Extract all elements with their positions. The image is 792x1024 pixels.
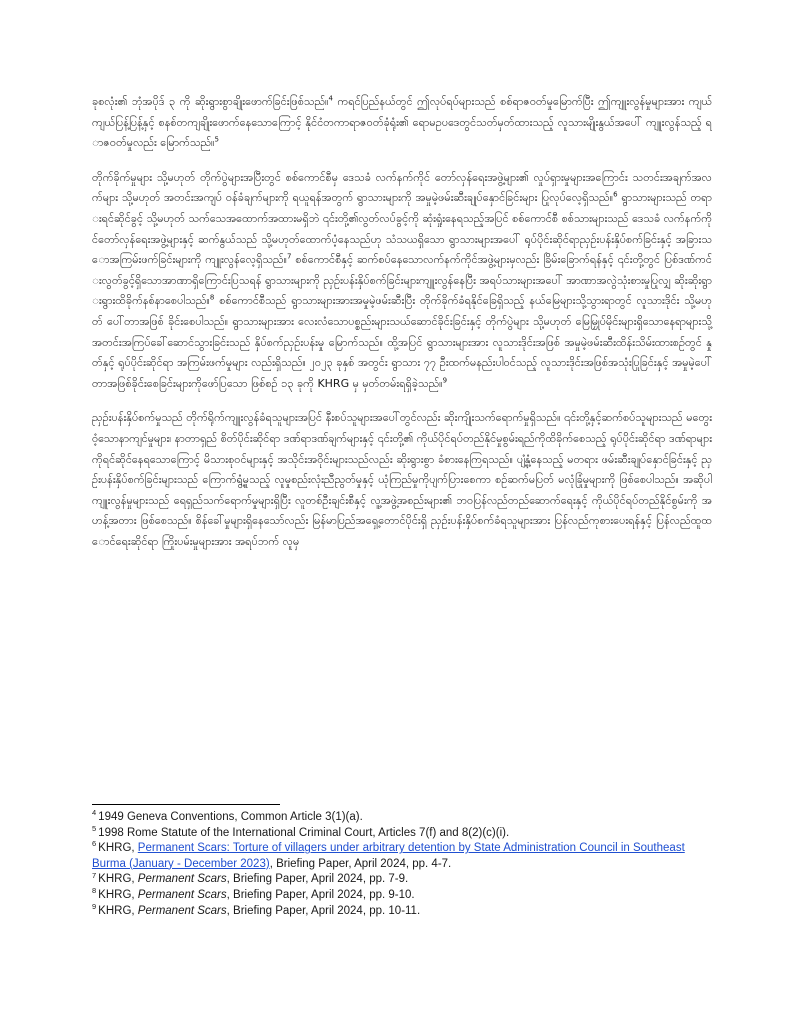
body-paragraph	[92, 168, 712, 395]
body-paragraph	[92, 92, 712, 154]
footnote-text: KHRG,	[98, 888, 138, 901]
footnote-reference[interactable]: 6	[613, 190, 618, 199]
footnote-reference[interactable]: 5	[214, 135, 219, 144]
paragraph-text: တိုက်ခိုက်မှုများ သို့မဟုတ် တိုက်ပွဲများအပြီးတွင် စစ်ကောင်စီမှ ဒေသခံ လက်နက်ကိုင် တော်လှန်ရေးအဖွဲ့များ၏ လှုပ်ရှားမှုများအကြောင်း သတင်းအချက်အလက်များ သို့မဟုတ် အတင်းအကျပ် ဝန်ခံချက်များကို ရယူရန်အတွက် ရွာသားများကို အမှုမဲ့ဖမ်းဆီးချုပ်နှောင်ခြင်းများ ပြုလုပ်လေ့ရှိသည်။	[92, 170, 712, 205]
report-title: Permanent Scars	[137, 873, 227, 886]
footnote-reference[interactable]: 9	[442, 376, 448, 385]
footnote-text: 1949 Geneva Conventions, Common Article 3(1)(a).	[98, 811, 363, 823]
footnote	[92, 823, 712, 842]
footnote-text: , Briefing Paper, April 2024, pp. 4-7.	[269, 857, 452, 870]
footnote-text: KHRG,	[98, 873, 138, 886]
footnote-number: 5	[92, 823, 97, 833]
report-link[interactable]: Permanent Scars: Torture of villagers under arbitrary detention by State Administration Council in Southeast Burma (January - December 2023)	[92, 842, 685, 870]
footnote-reference[interactable]: 8	[209, 293, 215, 302]
footnote-text: 1998 Rome Statute of the International Criminal Court, Articles 7(f) and 8(2)(c)(i).	[98, 826, 510, 839]
footnote-reference[interactable]: 7	[287, 252, 292, 261]
paragraph-text: စစ်ကောင်စီသည် ရွာသားများအားအမှုမဲ့ဖမ်းဆီးပြီး တိုက်ခိုက်ခံရနိုင်ခြေရှိသည့် နယ်မြေများသို့သွားရာတွင် လူသားဒိုင်း သို့မဟုတ် ပေါ်တာအဖြစ် ခိုင်းစေပါသည်။ ရွာသားများအား လေးလံသောပစ္စည်းများသယ်ဆောင်ခိုင်းခြင်းနှင့် တိုက်ပွဲများ သို့မဟုတ် မြေမြှုပ်မိုင်းများရှိသောနေရာများသို့ အတင်းအကြပ်ခေါ်ဆောင်သွားခြင်းသည် နှိပ်စက်ညှဉ်းပန်းမှု မြောက်သည်။ ထို့အပြင် ရွာသားများအား လူသားဒိုင်းအဖြစ် အမှုမဲ့ဖမ်းဆီးထိန်းသိမ်းထားစဉ်တွင် နှုတ်နှင့် ရုပ်ပိုင်းဆိုင်ရာ အကြမ်းဖက်မှုများ လည်းရှိသည်။ ၂၀၂၃ ခုနှစ် အတွင်း ရွာသား ၇၇ ဦးထက်မနည်းပါဝင်သည့် လူသားဒိုင်းအဖြစ်အသုံးပြုခြင်းနှင့် အမှုမဲ့ပေါ်တာအဖြစ်ခိုင်းစေခြင်းများကိုဖော်ပြသော ဖြစ်စဉ် ၁၃ ခုကို KHRG မှ မှတ်တမ်းရရှိခဲ့သည်။	[92, 294, 712, 390]
paragraph-text: ရွာသားများသည် တရားရင်ဆိုင်ခွင့် သို့မဟုတ် သက်သေအထောက်အထားမရှိဘဲ ၎င်းတို့၏လွတ်လပ်ခွင့်ကို ဆုံးရှုံးနေရသည့်အပြင် စစ်ကောင်စီ စစ်သားများသည် ဒေသခံ လက်နက်ကိုင်တော်လှန်ရေးအဖွဲ့များနှင့် ဆက်နွယ်သည် သို့မဟုတ်ထောက်ပံ့နေသည်ဟု သံသယရှိသော ရွာသားများအပေါ် ရုပ်ပိုင်းဆိုင်ရာညှဉ်းပန်းနှိပ်စက်ခြင်းနှင့် အခြားသောအကြမ်းဖက်ခြင်းများကို ကျူးလွန်လေ့ရှိသည်။	[92, 191, 712, 267]
paragraph-text: ညှဉ်းပန်းနှိပ်စက်မှုသည် တိုက်ရိုက်ကျူးလွန်ခံရသူများအပြင် နီးစပ်သူများအပေါ်တွင်လည်း ဆိုးကျိုးသက်ရောက်မှုရှိသည်။ ၎င်းတို့နှင့်ဆက်စပ်သူများသည် မတွေးဝံ့သောနာကျင်မှုများ၊ နာတာရှည် စိတ်ပိုင်းဆိုင်ရာ ဒဏ်ရာဒဏ်ချက်များနှင့် ၎င်းတို့၏ ကိုယ်ပိုင်ရပ်တည်နိုင်မှုစွမ်းရည်ကိုထိခိုက်စေသည့် ရုပ်ပိုင်းဆိုင်ရာ ဒဏ်ရာများကိုရင်ဆိုင်နေရသောကြောင့် မိသားစုဝင်များနှင့် အသိုင်းအဝိုင်းများသည်လည်း ဆိုးရွားစွာ ခံစားနေကြရသည်။ ပျံ့နှံ့နေသည့် မတရား ဖမ်းဆီးချုပ်နှောင်ခြင်းနှင့် ညှဉ်းပန်းနှိပ်စက်ခြင်းများသည် ကြောက်ရွံ့မှုသည့် လူမှုစည်းလုံးညီညွတ်မှုနှင့် ယုံကြည်မှုကိုပျက်ပြားစေကာ စဉ်ဆက်မပြတ် မလုံခြုံမှုများကို ဖြစ်စေပါသည်။ အဆိုပါ ကျူးလွန်မှုများသည် ရေရှည်သက်ရောက်မှုများရှိပြီး လူတစ်ဦးချင်းစီနှင့် လူ့အဖွဲ့အစည်းများ၏ ဘဝပြန်လည်တည်ဆောက်ရေးနှင့် ကိုယ်ပိုင်ရပ်တည်နိုင်စွမ်းကို အဟန့်အတား ဖြစ်စေသည်။ စိန်ခေါ်မှုများရှိနေသော်လည်း မြန်မာပြည်အရှေ့တောင်ပိုင်းရှိ ညှဉ်းပန်းနှိပ်စက်ခံရသူများအား ပြန်လည်ကုစားပေးရန်နှင့် ပြန်လည်ထူထောင်ရေးဆိုင်ရာ ကြိုးပမ်းမှုများအား အရပ်ဘက် လူမှ	[92, 411, 712, 548]
footnote-text: , Briefing Paper, April 2024, pp. 9-10.	[226, 888, 415, 901]
report-title: Permanent Scars	[137, 904, 227, 917]
footnote-text: KHRG,	[98, 904, 138, 917]
report-title: Permanent Scars	[137, 888, 227, 901]
footnote-number: 9	[92, 901, 97, 911]
footnote-text: , Briefing Paper, April 2024, pp. 10-11.	[226, 904, 421, 917]
footnote-text: , Briefing Paper, April 2024, pp. 7-9.	[226, 873, 409, 886]
footnote-number: 6	[92, 839, 97, 849]
footnote-separator	[92, 804, 280, 805]
body-paragraph	[92, 408, 712, 552]
paragraph-text: စစ်ကောင်စီနှင့် ဆက်စပ်နေသောလက်နက်ကိုင်အဖွဲ့များမှလည်း ခြိမ်းခြောက်ရန်နှင့် ၎င်းတို့တွင် ပြစ်ဒဏ်ကင်းလွတ်ခွင့်ရှိသောအာဏာရှိကြောင်းပြသရန် ရွာသားများကို ညှဉ်းပန်းနှိပ်စက်ခြင်းများကျူးလွန်နေပြီး အရပ်သားများအပေါ် အာဏာအလွဲသုံးစားမှုပြုလျှ ဆိုးဆိုးရွားရွားထိခိုက်နစ်နာစေပါသည်။	[92, 253, 712, 308]
footnote	[92, 901, 712, 920]
footnote-reference[interactable]: 4	[328, 94, 333, 103]
footnote-number: 4	[92, 808, 97, 818]
footnote-number: 7	[92, 870, 97, 880]
document-page	[92, 92, 712, 1012]
footnote-number: 8	[92, 886, 97, 896]
paragraph-text: ခုစလုံး၏ ဘုံအပိုဒ် ၃ ကို ဆိုးရွားစွာချိုးဖောက်ခြင်းဖြစ်သည်။	[92, 95, 329, 108]
footnote	[92, 888, 712, 904]
footnote-text: KHRG,	[98, 842, 138, 855]
footnote	[92, 872, 712, 888]
body-text	[92, 92, 712, 552]
paragraph-text: ကရင်ပြည်နယ်တွင် ဤလုပ်ရပ်များသည် စစ်ရာဇဝတ်မှုမြောက်ပြီး ဤကျူးလွန်မှုများအား ကျယ်ကျယ်ပြန့်ပြန့်နှင့် စနစ်တကျချိုးဖောက်နေသောကြောင့် နိုင်ငံတကာရာဇဝတ်ခုံရုံး၏ ရောမဥပဒေတွင်သတ်မှတ်ထားသည့် လူသားမျိုးနွယ်အပေါ် ကျူးလွန်သည့် ရာဇဝတ်မှုလည်း မြောက်သည်။	[92, 95, 712, 150]
footnote	[92, 841, 712, 872]
footnote	[92, 810, 712, 826]
footnotes	[92, 810, 712, 919]
